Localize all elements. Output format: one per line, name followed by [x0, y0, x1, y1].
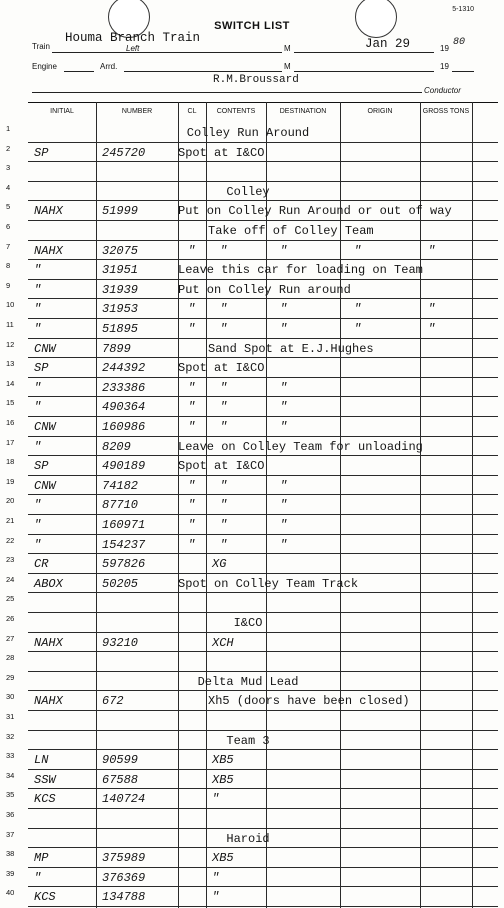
year-line-2	[452, 71, 474, 72]
row-rule	[28, 534, 498, 535]
switch-list-table	[6, 102, 498, 908]
cell-ditto: "	[428, 243, 436, 258]
row-rule	[28, 886, 498, 887]
row-rule	[28, 240, 498, 241]
cell-number: 93210	[102, 635, 139, 650]
conductor-value: R.M.Broussard	[213, 74, 299, 86]
cell-number: 87710	[102, 498, 139, 513]
cell-ditto: "	[280, 478, 288, 493]
cell-ditto: "	[280, 380, 288, 395]
row-number: 9	[6, 280, 11, 290]
form-code: 5-1310	[452, 6, 474, 13]
row-number: 17	[6, 437, 15, 447]
row-note: I&CO	[233, 616, 263, 630]
row-rule	[28, 377, 498, 378]
left-label: Left	[126, 44, 140, 53]
cell-ditto: "	[220, 537, 228, 552]
row-note: Leave this car for loading on Team	[178, 263, 423, 278]
cell-ditto: "	[280, 302, 288, 317]
row-number: 5	[6, 202, 11, 212]
row-note: Colley Run Around	[186, 126, 310, 140]
arrd-label: Arrd.	[100, 62, 118, 71]
row-note: Team 3	[226, 733, 270, 748]
row-number: 2	[6, 143, 11, 153]
cell-number: 244392	[102, 361, 146, 376]
conductor-line	[32, 92, 422, 93]
row-rule	[28, 494, 498, 495]
row-rule	[28, 338, 498, 339]
row-rule	[28, 455, 498, 456]
row-number: 20	[6, 496, 15, 506]
cell-initial: CNW	[34, 341, 56, 356]
row-number: 37	[6, 829, 15, 839]
cell-initial: CNW	[34, 420, 56, 434]
cell-number: 375989	[102, 851, 146, 866]
row-number: 40	[6, 888, 15, 898]
cell-initial: "	[34, 263, 42, 278]
cell-ditto: "	[280, 322, 288, 336]
row-number: 34	[6, 770, 15, 780]
row-rule	[28, 867, 498, 868]
row-rule	[28, 710, 498, 711]
cell-contents: XB5	[212, 851, 234, 866]
col-number: NUMBER	[96, 102, 179, 122]
row-note: Spot on Colley Team Track	[178, 576, 359, 591]
cell-initial: SP	[34, 145, 49, 160]
row-rule	[28, 357, 498, 358]
cell-initial: SSW	[34, 772, 56, 787]
row-rule	[28, 612, 498, 613]
cell-initial: "	[34, 400, 42, 415]
cell-initial: "	[34, 870, 42, 885]
row-number: 32	[6, 731, 15, 741]
row-rule	[28, 749, 498, 750]
cell-number: 233386	[102, 380, 146, 395]
conductor-label: Conductor	[424, 86, 461, 95]
row-number: 25	[6, 594, 15, 604]
row-number: 1	[6, 124, 11, 133]
cell-initial: MP	[34, 851, 49, 866]
col-origin: ORIGIN	[340, 102, 421, 122]
col-destination: DESTINATION	[266, 102, 341, 122]
col-gross-tons: GROSS TONS	[422, 108, 470, 115]
row-rule	[28, 730, 498, 731]
row-note: Spot at I&CO	[178, 361, 265, 376]
rule-origin	[420, 102, 421, 908]
cell-number: 597826	[102, 557, 146, 572]
cell-number: 140724	[102, 792, 146, 807]
row-rule	[28, 161, 498, 162]
row-rule	[28, 396, 498, 397]
row-number: 27	[6, 633, 15, 643]
row-number: 11	[6, 320, 14, 329]
row-number: 3	[6, 163, 11, 173]
cell-number: 245720	[102, 145, 146, 160]
cell-ditto: "	[188, 243, 196, 258]
cell-ditto: "	[428, 302, 436, 317]
row-number: 14	[6, 378, 15, 388]
row-note: Spot at I&CO	[178, 145, 265, 160]
cell-ditto: "	[188, 537, 196, 552]
row-number: 21	[6, 516, 15, 525]
cell-number: 160971	[102, 518, 146, 532]
cell-ditto: "	[354, 302, 362, 317]
cell-number: 8209	[102, 439, 131, 454]
row-number: 29	[6, 672, 15, 682]
row-rule	[28, 142, 498, 143]
row-rule	[28, 475, 498, 476]
row-note: Colley	[226, 184, 270, 199]
cell-ditto: "	[188, 498, 196, 513]
train-value: Houma Branch Train	[65, 31, 201, 45]
cell-ditto: "	[280, 243, 288, 258]
punch-hole-right	[355, 0, 397, 38]
cell-initial: "	[34, 518, 42, 532]
cell-initial: NAHX	[34, 204, 63, 219]
row-rule	[28, 847, 498, 848]
row-rule	[28, 671, 498, 672]
row-rule	[28, 828, 498, 829]
row-rule	[28, 416, 498, 417]
row-note: Spot at I&CO	[178, 459, 265, 474]
cell-initial: "	[34, 380, 42, 395]
date-line	[294, 52, 434, 53]
cell-ditto: "	[220, 322, 228, 336]
cell-initial: "	[34, 302, 42, 317]
row-number: 33	[6, 751, 15, 761]
row-rule	[28, 200, 498, 201]
row-rule	[28, 592, 498, 593]
row-rule	[28, 279, 498, 280]
cell-initial: LN	[34, 753, 49, 768]
cell-contents: XB5	[212, 772, 234, 787]
year-suffix: 80	[453, 37, 466, 48]
cell-ditto: "	[188, 400, 196, 415]
cell-number: 154237	[102, 537, 146, 552]
row-note: Take off of Colley Team	[208, 224, 374, 238]
cell-initial: SP	[34, 361, 49, 376]
cell-initial: KCS	[34, 890, 56, 905]
engine-label: Engine	[32, 62, 57, 71]
row-number: 23	[6, 555, 15, 565]
cell-number: 31951	[102, 263, 139, 278]
row-note: Put on Colley Run Around or out of way	[178, 204, 452, 219]
date-value: Jan 29	[365, 37, 411, 51]
rule-contents	[266, 102, 267, 908]
form-title: SWITCH LIST	[214, 20, 290, 32]
m-label-1: M	[284, 44, 291, 53]
rule-cl	[206, 102, 207, 908]
row-number: 4	[6, 182, 11, 192]
row-rule	[28, 690, 498, 691]
row-rule	[28, 220, 498, 221]
cell-initial: NAHX	[34, 694, 63, 709]
cell-contents: XG	[212, 557, 227, 572]
row-number: 16	[6, 418, 15, 427]
cell-ditto: "	[280, 498, 288, 513]
cell-number: 376369	[102, 870, 146, 885]
row-number: 26	[6, 614, 15, 623]
row-number: 12	[6, 339, 15, 349]
cell-initial: "	[34, 498, 42, 513]
arrd-line	[124, 71, 282, 72]
row-number: 28	[6, 653, 15, 663]
row-number: 19	[6, 476, 15, 486]
cell-number: 7899	[102, 341, 131, 356]
cell-number: 32075	[102, 243, 139, 258]
cell-number: 490364	[102, 400, 146, 415]
row-note: Sand Spot at E.J.Hughes	[208, 341, 374, 356]
row-rule	[28, 573, 498, 574]
cell-number: 51895	[102, 322, 139, 336]
row-number: 8	[6, 261, 11, 271]
cell-initial: CR	[34, 557, 49, 572]
cell-number: 490189	[102, 459, 146, 474]
cell-number: 90599	[102, 753, 139, 768]
cell-ditto: "	[280, 420, 288, 434]
cell-ditto: "	[280, 537, 288, 552]
row-number: 36	[6, 810, 15, 819]
cell-ditto: "	[280, 400, 288, 415]
rule-initial	[96, 102, 97, 908]
row-number: 13	[6, 359, 15, 369]
arrd-date-line	[294, 71, 434, 72]
cell-contents: "	[212, 890, 220, 905]
cell-initial: "	[34, 537, 42, 552]
cell-ditto: "	[188, 478, 196, 493]
cell-ditto: "	[188, 322, 196, 336]
cell-ditto: "	[428, 322, 436, 336]
cell-number: 74182	[102, 478, 139, 493]
row-rule	[28, 788, 498, 789]
row-rule	[28, 259, 498, 260]
cell-ditto: "	[220, 243, 228, 258]
row-note: Xh5 (doors have been closed)	[208, 694, 410, 709]
rule-number	[178, 102, 179, 908]
cell-number: 134788	[102, 890, 146, 905]
rule-destination	[340, 102, 341, 908]
cell-initial: SP	[34, 459, 49, 474]
row-number: 10	[6, 300, 15, 310]
row-number: 35	[6, 790, 15, 800]
train-line	[52, 52, 282, 53]
row-number: 18	[6, 457, 15, 467]
cell-number: 31953	[102, 302, 139, 317]
row-rule	[28, 318, 498, 319]
year-prefix-1: 19	[440, 44, 449, 53]
row-rule	[28, 906, 498, 907]
cell-initial: KCS	[34, 792, 56, 807]
row-number: 22	[6, 535, 15, 545]
cell-initial: "	[34, 322, 42, 336]
cell-number: 67588	[102, 772, 139, 787]
cell-ditto: "	[188, 380, 196, 395]
cell-contents: "	[212, 792, 220, 807]
cell-ditto: "	[220, 518, 228, 532]
cell-initial: NAHX	[34, 635, 63, 650]
col-contents: CONTENTS	[206, 102, 267, 122]
row-rule	[28, 553, 498, 554]
cell-ditto: "	[188, 302, 196, 317]
cell-number: 31939	[102, 282, 139, 297]
col-cl: CL	[178, 102, 207, 122]
cell-number: 51999	[102, 204, 139, 219]
row-rule	[28, 808, 498, 809]
row-note: Haroid	[226, 831, 270, 846]
row-note: Delta Mud Lead	[197, 674, 299, 689]
cell-ditto: "	[220, 400, 228, 415]
col-initial: INITIAL	[28, 102, 97, 122]
cell-ditto: "	[220, 478, 228, 493]
row-rule	[28, 514, 498, 515]
cell-ditto: "	[188, 518, 196, 532]
row-rule	[28, 632, 498, 633]
rule-gross	[472, 102, 473, 908]
cell-contents: XCH	[212, 635, 234, 650]
cell-number: 50205	[102, 576, 139, 591]
row-number: 7	[6, 241, 11, 251]
row-number: 6	[6, 222, 11, 231]
row-number: 15	[6, 398, 15, 408]
cell-ditto: "	[354, 322, 362, 336]
row-rule	[28, 181, 498, 182]
engine-line	[64, 71, 94, 72]
row-rule	[28, 769, 498, 770]
row-rule	[28, 298, 498, 299]
year-prefix-2: 19	[440, 62, 449, 71]
cell-number: 672	[102, 694, 124, 709]
cell-ditto: "	[220, 420, 228, 434]
cell-contents: "	[212, 870, 220, 885]
row-number: 30	[6, 692, 15, 702]
m-label-2: M	[284, 62, 291, 71]
cell-initial: ABOX	[34, 576, 63, 591]
cell-initial: "	[34, 439, 42, 454]
row-note: Leave on Colley Team for unloading	[178, 439, 423, 454]
row-number: 31	[6, 712, 15, 721]
train-label: Train	[32, 42, 50, 51]
cell-ditto: "	[354, 243, 362, 258]
cell-number: 160986	[102, 420, 146, 434]
cell-ditto: "	[220, 302, 228, 317]
row-rule	[28, 651, 498, 652]
cell-initial: CNW	[34, 478, 56, 493]
cell-ditto: "	[188, 420, 196, 434]
cell-ditto: "	[220, 380, 228, 395]
row-number: 39	[6, 868, 15, 878]
row-number: 24	[6, 574, 15, 584]
row-note: Put on Colley Run around	[178, 282, 351, 297]
row-number: 38	[6, 849, 15, 859]
row-rule	[28, 436, 498, 437]
cell-initial: NAHX	[34, 243, 63, 258]
cell-ditto: "	[220, 498, 228, 513]
cell-contents: XB5	[212, 753, 234, 768]
cell-initial: "	[34, 282, 42, 297]
cell-ditto: "	[280, 518, 288, 532]
